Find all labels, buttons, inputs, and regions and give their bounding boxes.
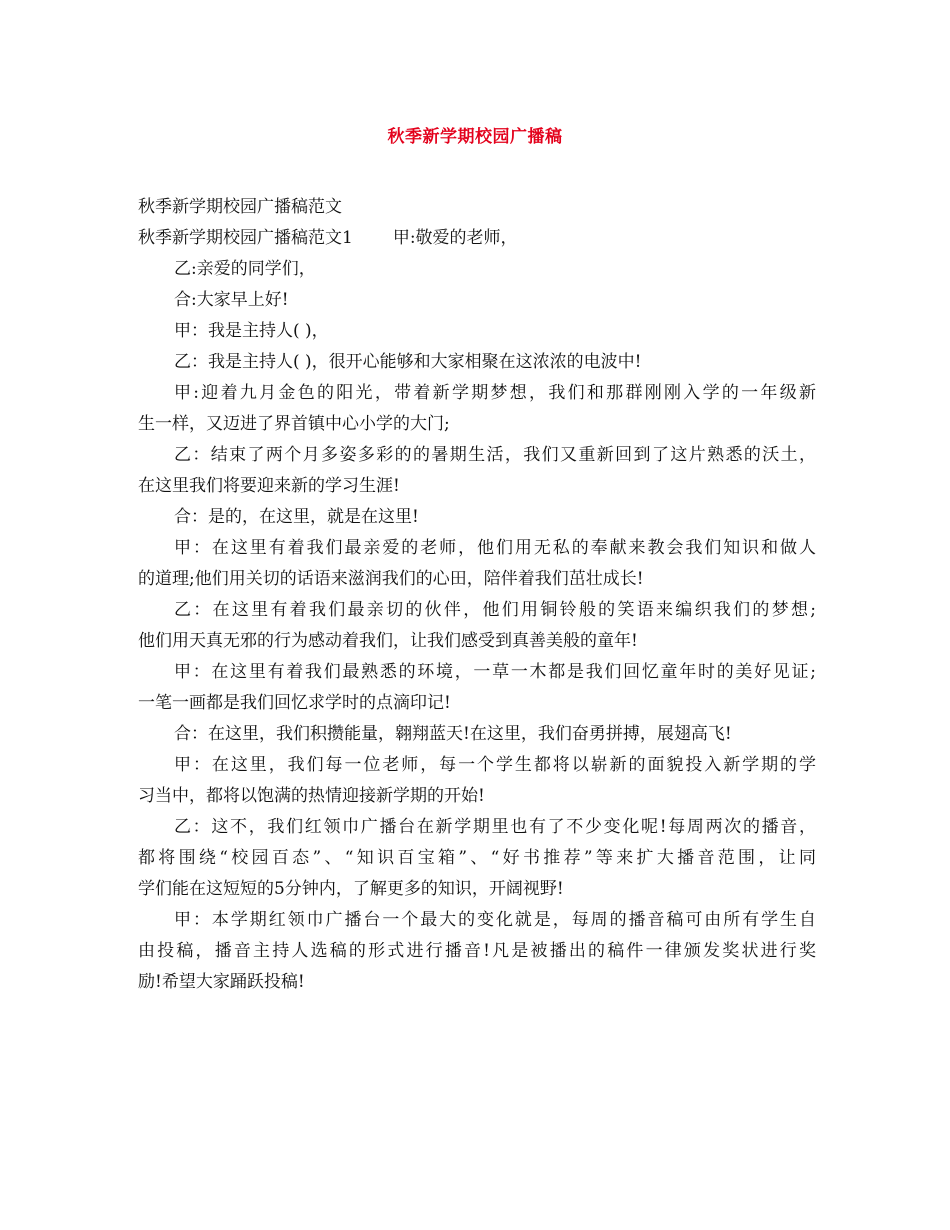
document-title: 秋季新学期校园广播稿 [387,127,563,147]
paragraph-line: 由投稿，播音主持人选稿的形式进行播音!凡是被播出的稿件一律颁发奖状进行奖 [138,941,816,961]
paragraph-line: 甲：我是主持人( )， [174,321,329,341]
paragraph-line: 甲：在这里有着我们最熟悉的环境，一草一木都是我们回忆童年时的美好见证; [174,662,816,682]
paragraph-line: 生一样，又迈进了界首镇中心小学的大门; [138,414,450,434]
paragraph-line: 乙:亲爱的同学们， [174,259,316,279]
paragraph-line: 乙：在这里有着我们最亲切的伙伴，他们用铜铃般的笑语来编织我们的梦想; [174,600,816,620]
paragraph-line: 学们能在这短短的5分钟内，了解更多的知识，开阔视野! [138,879,564,899]
paragraph-line: 习当中，都将以饱满的热情迎接新学期的开始! [138,786,485,806]
paragraph-line: 秋季新学期校园广播稿范文1 甲:敬爱的老师， [138,228,518,248]
paragraph-line: 甲：在这里有着我们最亲爱的老师，他们用无私的奉献来教会我们知识和做人 [174,538,816,558]
paragraph-line: 乙：这不，我们红领巾广播台在新学期里也有了不少变化呢!每周两次的播音， [174,817,816,837]
paragraph-line: 都将围绕“校园百态”、“知识百宝箱”、“好书推荐”等来扩大播音范围，让同 [138,848,816,868]
paragraph-line: 甲：本学期红领巾广播台一个最大的变化就是，每周的播音稿可由所有学生自 [174,910,816,930]
paragraph-line: 甲:迎着九月金色的阳光，带着新学期梦想，我们和那群刚刚入学的一年级新 [174,383,816,403]
paragraph-line: 合:大家早上好! [174,290,289,310]
paragraph-line: 乙：我是主持人( )，很开心能够和大家相聚在这浓浓的电波中! [174,352,642,372]
paragraph-line: 在这里我们将要迎来新的学习生涯! [138,476,400,496]
paragraph-line: 乙：结束了两个月多姿多彩的的暑期生活，我们又重新回到了这片熟悉的沃土， [174,445,816,465]
paragraph-line: 甲：在这里，我们每一位老师，每一个学生都将以崭新的面貌投入新学期的学 [174,755,816,775]
paragraph-line: 的道理;他们用关切的话语来滋润我们的心田，陪伴着我们茁壮成长! [138,569,644,589]
document-body [138,192,816,998]
paragraph-line: 他们用天真无邪的行为感动着我们，让我们感受到真善美般的童年! [138,631,638,651]
paragraph-line: 合：在这里，我们积攒能量，翱翔蓝天!在这里，我们奋勇拼搏，展翅高飞! [174,724,732,744]
paragraph-line: 秋季新学期校园广播稿范文 [138,197,342,217]
paragraph-line: 合：是的，在这里，就是在这里! [174,507,419,527]
paragraph-line: 励!希望大家踊跃投稿! [138,972,305,992]
paragraph-line: 一笔一画都是我们回忆求学时的点滴印记! [138,693,451,713]
